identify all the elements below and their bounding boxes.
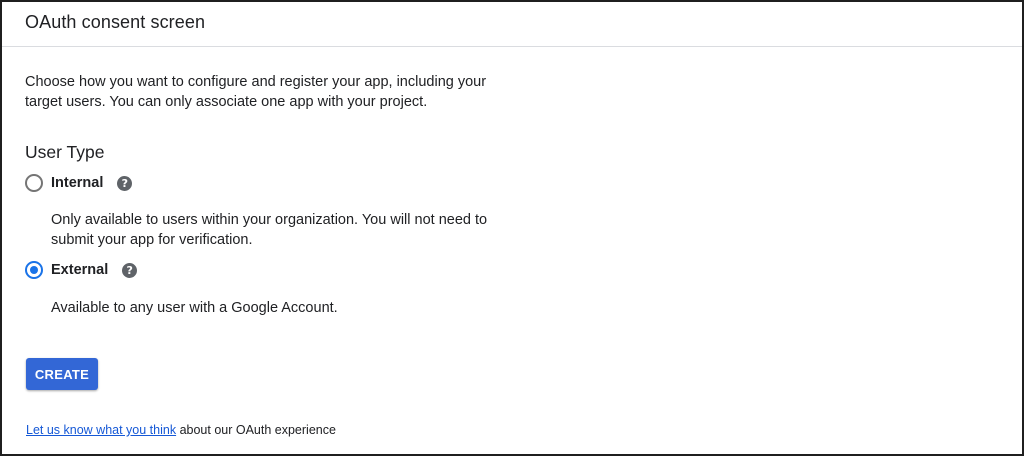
feedback-trailing-text: about our OAuth experience bbox=[176, 423, 336, 437]
feedback-line bbox=[26, 423, 336, 437]
page-title: OAuth consent screen bbox=[25, 12, 206, 32]
help-icon[interactable]: ? bbox=[122, 263, 137, 278]
page-header bbox=[2, 2, 1022, 47]
radio-option-external[interactable] bbox=[25, 261, 137, 279]
create-button[interactable]: CREATE bbox=[26, 358, 98, 390]
internal-description: Only available to users within your organization. You will not need to submit your app for verification. bbox=[51, 212, 488, 248]
external-radio-button[interactable] bbox=[25, 261, 43, 279]
external-label: External bbox=[51, 262, 109, 278]
user-type-heading: User Type bbox=[25, 142, 105, 162]
radio-option-internal[interactable] bbox=[25, 174, 132, 192]
internal-label: Internal bbox=[51, 175, 104, 191]
intro-text: Choose how you want to configure and register your app, including your target users. You can only associate one app with your project. bbox=[25, 74, 487, 110]
help-icon[interactable]: ? bbox=[117, 176, 132, 191]
external-description: Available to any user with a Google Account. bbox=[51, 300, 338, 316]
internal-radio-button[interactable] bbox=[25, 174, 43, 192]
feedback-link[interactable]: Let us know what you think bbox=[26, 423, 177, 437]
